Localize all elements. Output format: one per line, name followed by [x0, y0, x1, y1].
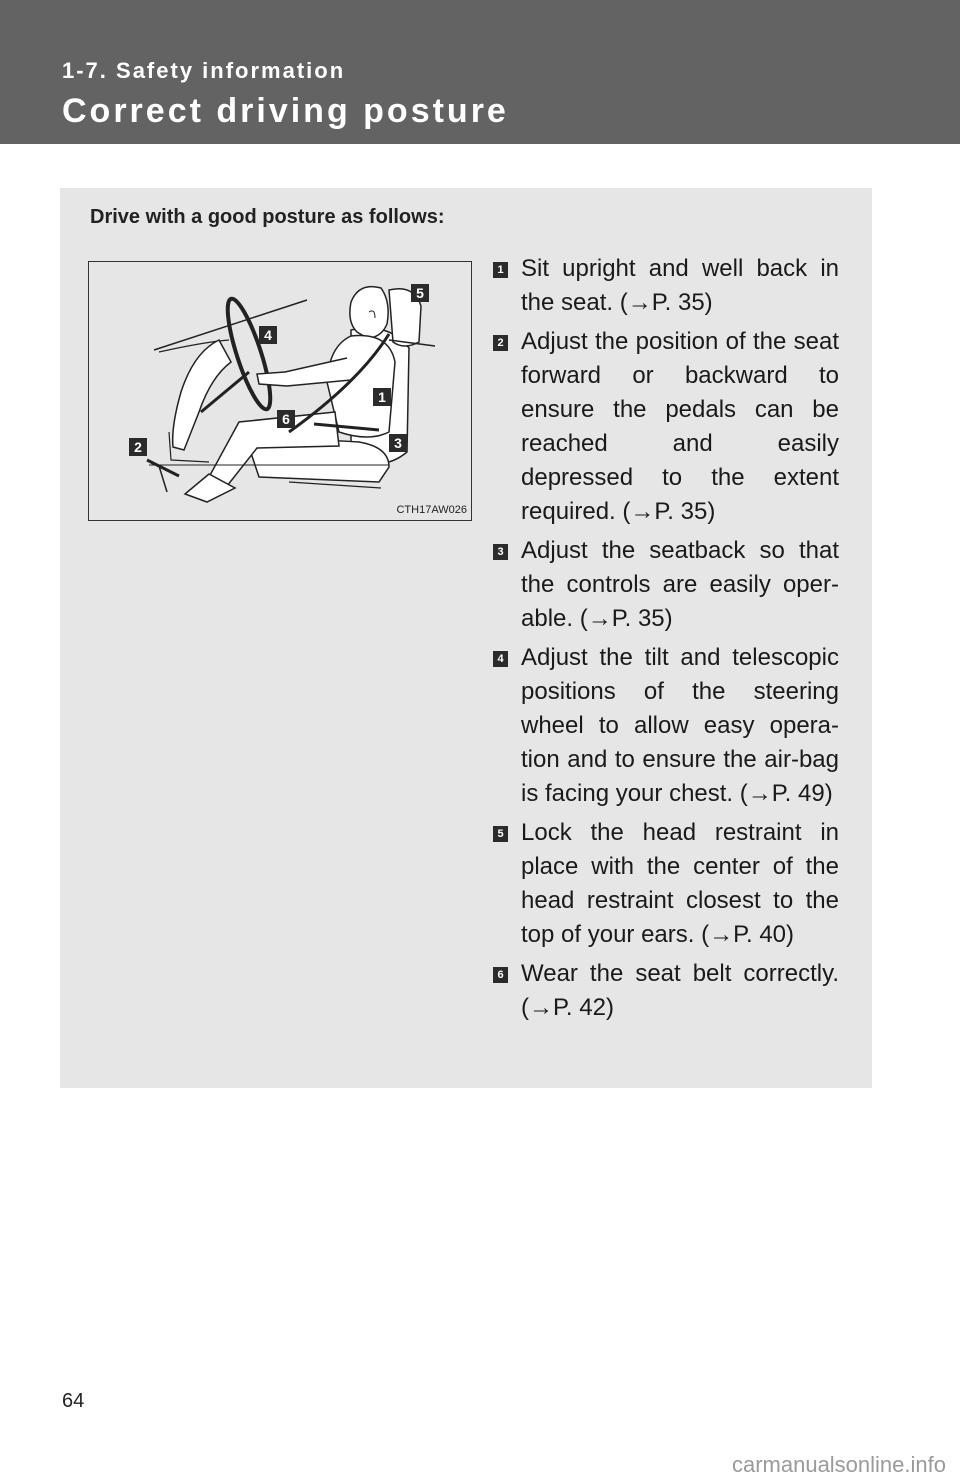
intro-text: Drive with a good posture as follows: — [90, 206, 445, 228]
step-text: Adjust the position of the seat forward or backward to ensure the pedals can be reached and easily depressed to the extent required. (→P. 35) — [521, 328, 839, 525]
callout-1 — [373, 388, 391, 406]
step-marker: 4 — [493, 651, 508, 667]
callout-4 — [259, 326, 277, 344]
step-marker: 6 — [493, 967, 508, 983]
callout-5 — [411, 284, 429, 302]
callout-2 — [129, 438, 147, 456]
step-marker: 5 — [493, 826, 508, 842]
callout-1-label: 1 — [378, 389, 386, 405]
posture-steps — [493, 252, 839, 1030]
header-bar — [0, 0, 960, 144]
figure-code: CTH17AW026 — [396, 504, 467, 516]
step-text: Wear the seat belt correctly. (→P. 42) — [521, 960, 839, 1021]
watermark: carmanualsonline.info — [731, 1452, 946, 1477]
callout-2-label: 2 — [134, 439, 142, 455]
step-text: Adjust the tilt and telescopic positions of the steering wheel to allow easy opera-tion and to ensure the air-bag is facing your chest. (→P. 49) — [521, 644, 839, 807]
callout-6 — [277, 410, 295, 428]
callout-5-label: 5 — [416, 285, 424, 301]
driving-posture-illustration — [88, 261, 472, 521]
step-item — [493, 252, 839, 320]
step-item — [493, 957, 839, 1025]
step-item — [493, 641, 839, 811]
step-item — [493, 534, 839, 636]
step-marker: 1 — [493, 262, 508, 278]
callout-4-label: 4 — [264, 327, 272, 343]
callout-3 — [389, 434, 407, 452]
content-panel — [60, 188, 872, 1088]
step-text: Lock the head restraint in place with the center of the head restraint closest to the top of your ears. (→P. 40) — [521, 819, 839, 948]
step-item — [493, 325, 839, 529]
step-text: Adjust the seatback so that the controls are easily oper-able. (→P. 35) — [521, 537, 839, 632]
page-title: Correct driving posture — [62, 92, 509, 130]
section-label: 1-7. Safety information — [62, 58, 346, 83]
step-text: Sit upright and well back in the seat. (→P. 35) — [521, 255, 839, 316]
callout-3-label: 3 — [394, 435, 402, 451]
callout-6-label: 6 — [282, 411, 290, 427]
step-marker: 2 — [493, 335, 508, 351]
posture-drawing — [89, 262, 471, 520]
step-item — [493, 816, 839, 952]
page-number: 64 — [62, 1390, 85, 1412]
step-marker: 3 — [493, 544, 508, 560]
